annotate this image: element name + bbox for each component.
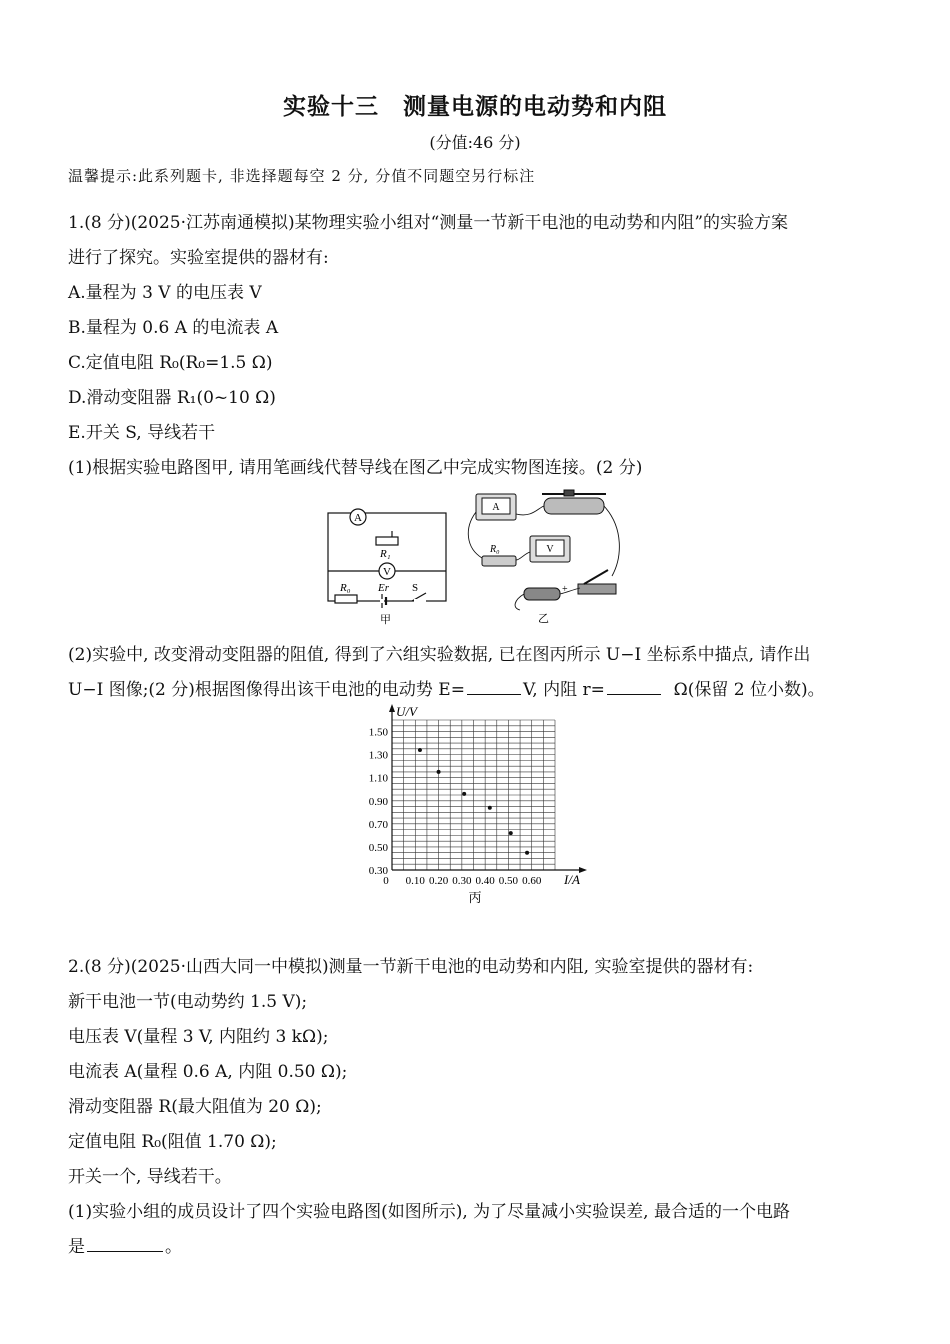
figure-caption-jia: 甲 — [380, 614, 391, 625]
battery-plus-label: + — [562, 584, 568, 595]
wire-2 — [516, 506, 544, 515]
y-tick-label: 1.10 — [368, 772, 388, 785]
q2-material-resistor: 定值电阻 R₀(阻值 1.70 Ω); — [68, 1132, 277, 1152]
data-point — [418, 748, 422, 752]
q2-part1-end: 。 — [165, 1237, 182, 1257]
x-axis-arrow — [579, 867, 587, 873]
y-tick-label: 1.30 — [368, 749, 388, 762]
resistance-answer-blank[interactable] — [607, 678, 661, 695]
rheostat-r1 — [376, 537, 398, 545]
q1-option-b: B.量程为 0.6 A 的电流表 A — [68, 318, 279, 338]
q2-material-rheostat: 滑动变阻器 R(最大阻值为 20 Ω); — [68, 1097, 322, 1117]
data-point — [437, 770, 441, 774]
q1-part2-text-a: U−I 图像;(2 分)根据图像得出该干电池的电动势 E= — [68, 680, 465, 700]
score-note: (分值:46 分) — [429, 133, 521, 152]
data-point — [509, 831, 513, 835]
battery-device — [524, 588, 560, 600]
q1-option-e: E.开关 S, 导线若干 — [68, 423, 216, 443]
circuit-choice-blank[interactable] — [87, 1235, 163, 1252]
switch-device — [578, 584, 616, 594]
resistor-r0-device — [482, 556, 516, 566]
resistor-r0 — [335, 595, 357, 603]
voltmeter-device-letter: V — [546, 544, 554, 555]
data-point — [488, 806, 492, 810]
tip-text: 温馨提示:此系列题卡, 非选择题每空 2 分, 分值不同题空另行标注 — [68, 167, 536, 185]
x-tick-label: 0.10 — [405, 875, 425, 887]
q2-material-voltmeter: 电压表 V(量程 3 V, 内阻约 3 kΩ); — [68, 1027, 329, 1047]
switch-label: S — [412, 582, 419, 594]
circuit-diagram-jia — [320, 505, 455, 625]
q2-part1-text: 是 — [68, 1237, 85, 1257]
voltmeter-letter: V — [383, 566, 391, 578]
q1-part2-line1: (2)实验中, 改变滑动变阻器的阻值, 得到了六组实验数据, 已在图丙所示 U−I 坐标系中描点, 请作出 — [68, 645, 811, 665]
q1-part1: (1)根据实验电路图甲, 请用笔画线代替导线在图乙中完成实物图连接。(2 分) — [68, 458, 643, 478]
origin-label: 0 — [383, 875, 389, 887]
wire-5 — [515, 594, 524, 610]
y-tick-label: 0.30 — [368, 865, 388, 877]
x-tick-label: 0.60 — [522, 875, 542, 887]
q2-part1-line2 — [68, 1232, 182, 1257]
q1-part2-text-c: Ω(保留 2 位小数)。 — [673, 680, 825, 700]
x-tick-label: 0.20 — [428, 875, 449, 887]
er-label: Er — [378, 582, 389, 594]
figure-caption-yi: 乙 — [538, 613, 549, 625]
y-tick-label: 1.50 — [368, 726, 388, 739]
emf-answer-blank[interactable] — [467, 678, 521, 695]
q2-material-battery: 新干电池一节(电动势约 1.5 V); — [68, 992, 308, 1012]
switch-lever — [584, 570, 608, 584]
q1-stem-line1: 1.(8 分)(2025·江苏南通模拟)某物理实验小组对“测量一节新干电池的电动势和内阻”的实验方案 — [68, 213, 789, 233]
ui-chart — [355, 700, 595, 910]
y-tick-label: 0.50 — [368, 841, 388, 854]
rheostat-slider-knob — [564, 490, 574, 496]
y-tick-label: 0.90 — [368, 795, 388, 808]
page-title: 实验十三 测量电源的电动势和内阻 — [283, 94, 667, 120]
q1-option-a: A.量程为 3 V 的电压表 V — [68, 283, 262, 303]
wire-4 — [516, 552, 530, 560]
apparatus-diagram-yi — [462, 488, 632, 626]
q2-material-switch: 开关一个, 导线若干。 — [68, 1167, 232, 1187]
figure-caption-bing: 丙 — [468, 890, 482, 905]
data-point — [462, 792, 466, 796]
y-tick-label: 0.70 — [368, 818, 388, 831]
data-point — [525, 851, 529, 855]
r0-label: R₀ — [340, 582, 351, 594]
q2-material-ammeter: 电流表 A(量程 0.6 A, 内阻 0.50 Ω); — [68, 1062, 348, 1082]
y-axis-arrow — [389, 704, 395, 712]
r1-label: R₁ — [380, 548, 391, 560]
rheostat-device — [544, 498, 604, 514]
ammeter-device-letter: A — [492, 502, 500, 513]
q2-part1-line1: (1)实验小组的成员设计了四个实验电路图(如图所示), 为了尽量减小实验误差, 最合适的一个电路 — [68, 1202, 790, 1222]
ammeter-letter: A — [354, 512, 362, 524]
x-tick-label: 0.30 — [452, 875, 472, 887]
q1-part2-text-b: V, 内阻 r= — [522, 680, 605, 700]
x-tick-label: 0.50 — [498, 875, 519, 887]
wire-3 — [604, 506, 619, 576]
q1-stem-line2: 进行了探究。实验室提供的器材有: — [68, 248, 329, 268]
q1-option-d: D.滑动变阻器 R₁(0~10 Ω) — [68, 388, 276, 408]
q2-stem: 2.(8 分)(2025·山西大同一中模拟)测量一节新干电池的电动势和内阻, 实验室提供的器材有: — [68, 957, 754, 977]
x-axis-label: I/A — [564, 872, 580, 887]
r0-device-label: R₀ — [490, 544, 500, 555]
y-axis-label: U/V — [396, 704, 417, 719]
q1-part2-line2 — [68, 675, 825, 700]
q1-option-c: C.定值电阻 R₀(R₀=1.5 Ω) — [68, 353, 273, 373]
x-tick-label: 0.40 — [475, 875, 495, 887]
